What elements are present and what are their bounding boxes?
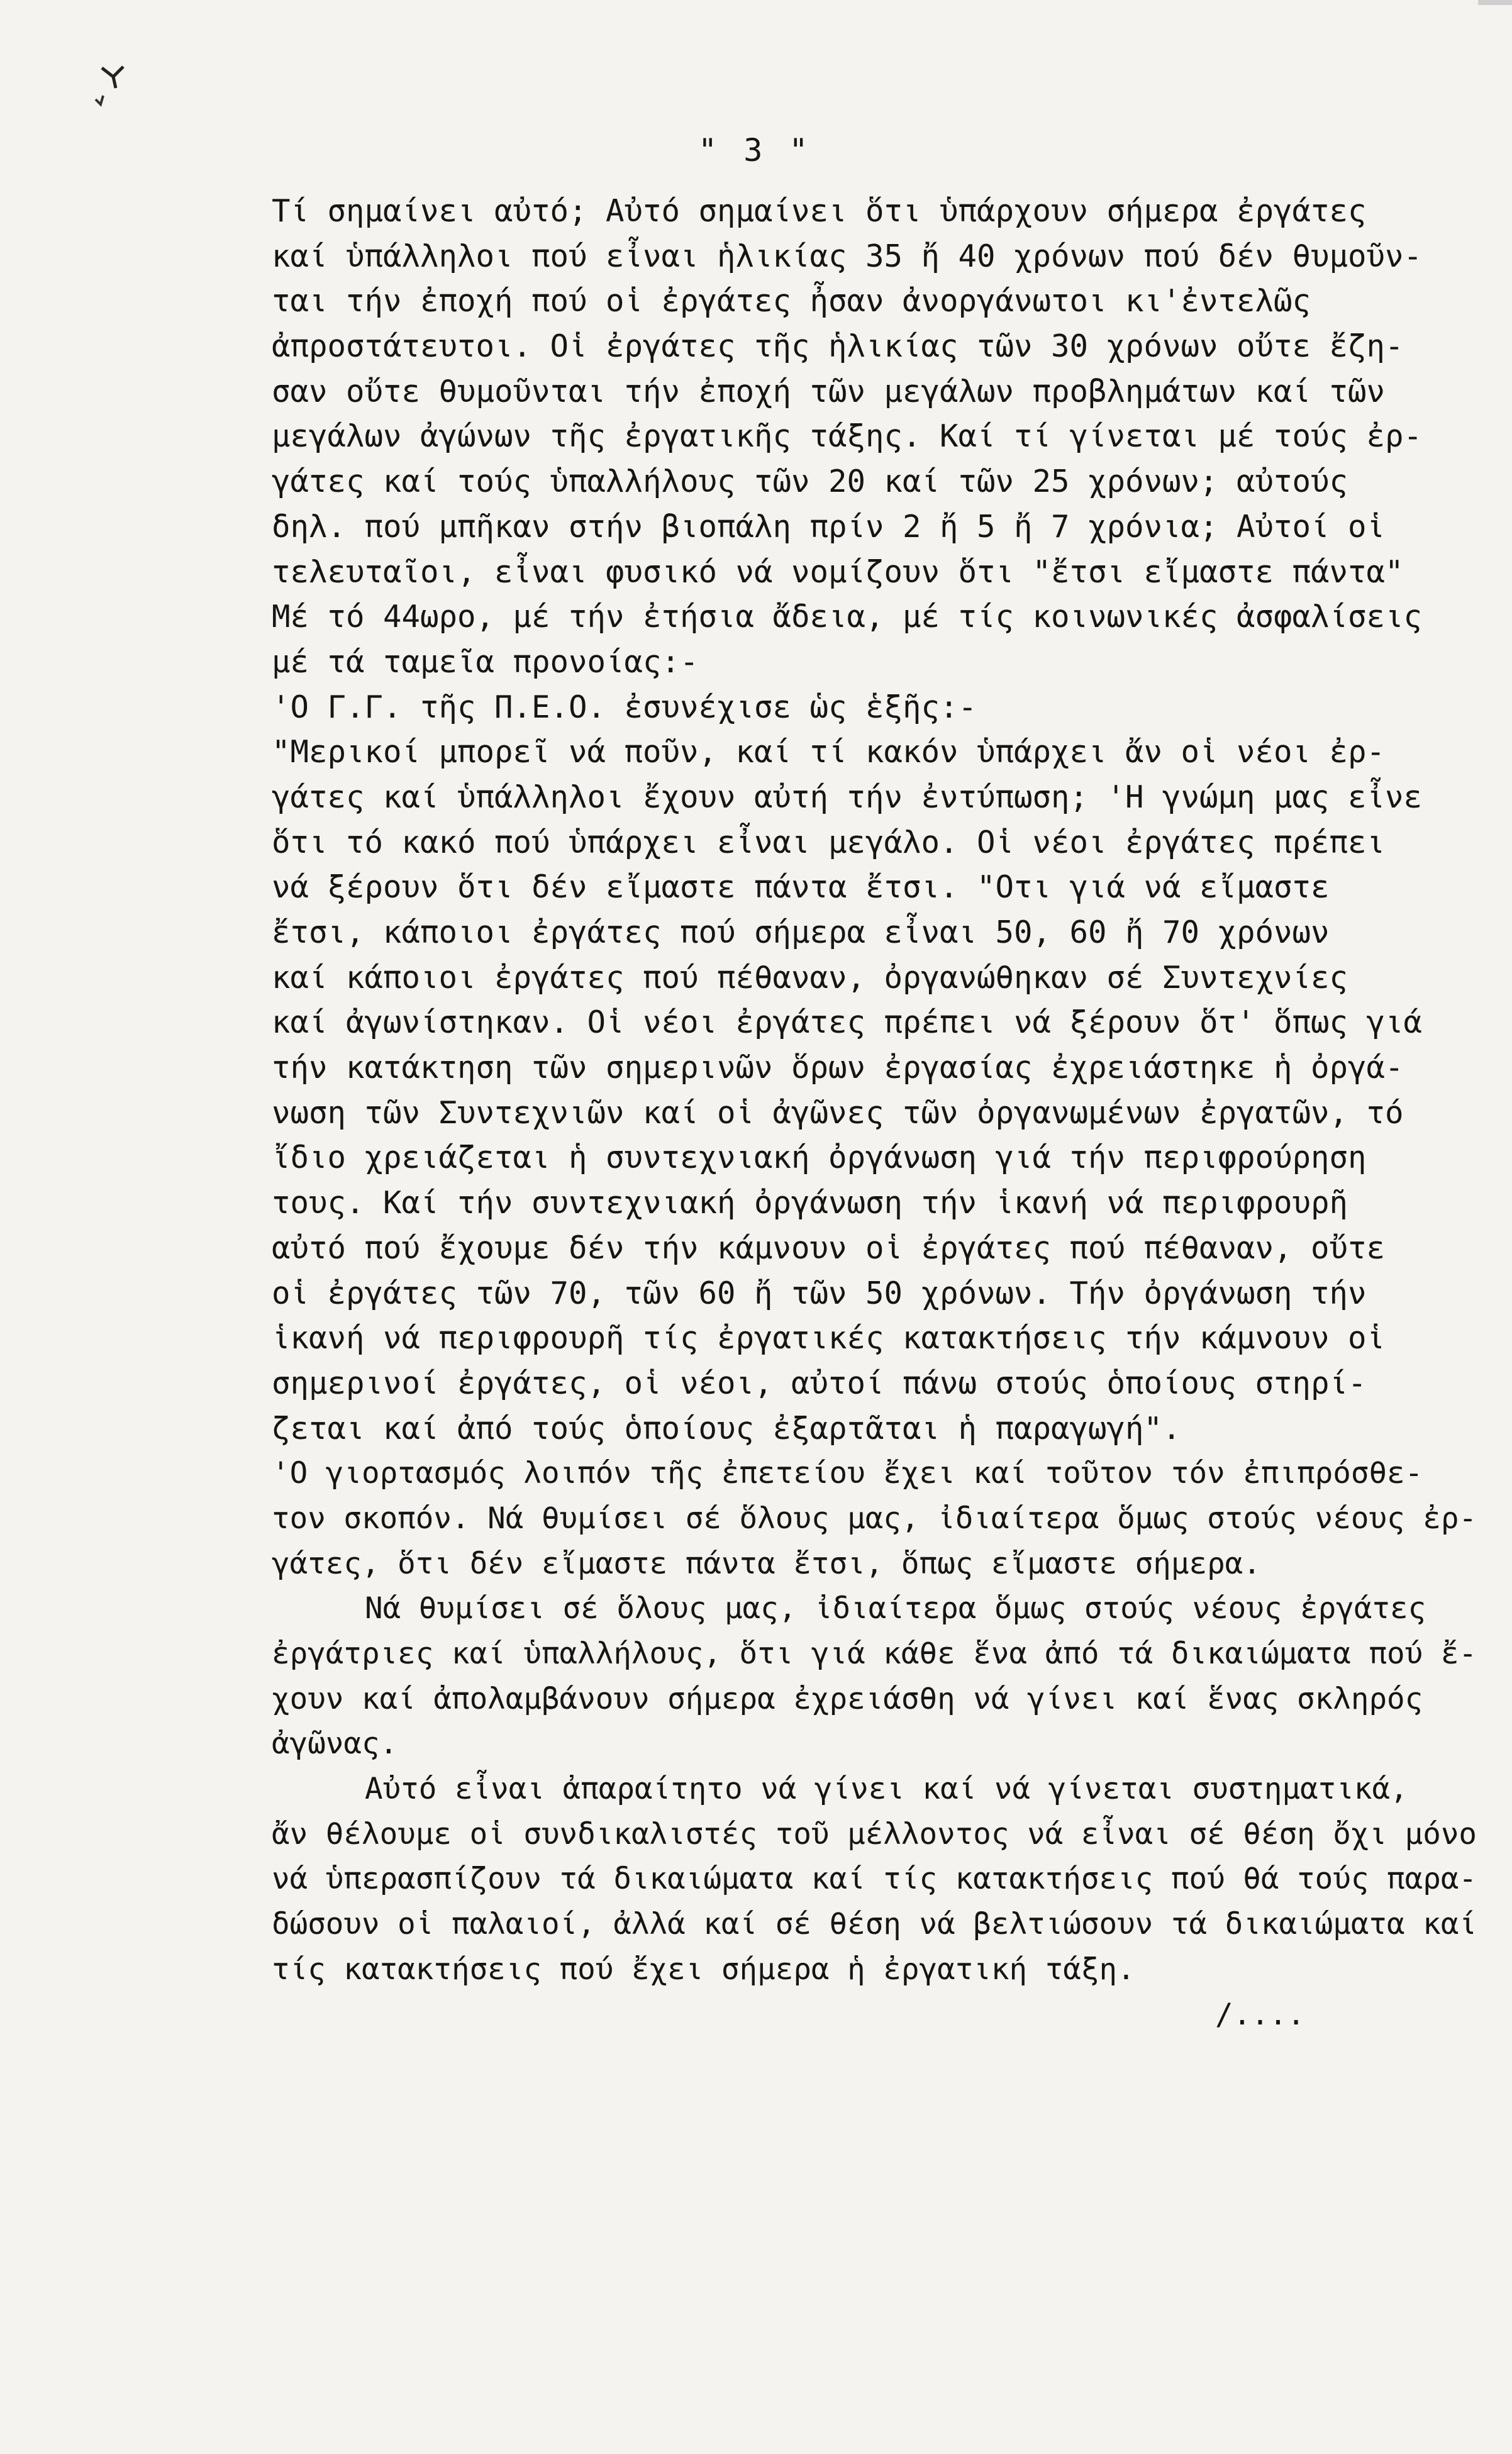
text-line: νωση τῶν Συντεχνιῶν καί οἱ ἀγῶνες τῶν ὀργανωμένων ἐργατῶν, τό xyxy=(272,1094,1404,1131)
text-line: ζεται καί ἀπό τούς ὁποίους ἐξαρτᾶται ἡ παραγωγή". xyxy=(272,1410,1181,1446)
text-line: γάτες καί τούς ὑπαλλήλους τῶν 20 καί τῶν 25 χρόνων; αὐτούς xyxy=(272,464,1348,500)
text-line: νά ὑπερασπίζουν τά δικαιώματα καί τίς κατακτήσεις πού θά τούς παρα- xyxy=(272,1862,1477,1897)
text-line: ἔτσι, κάποιοι ἐργάτες πού σήμερα εἶναι 50, 60 ἤ 70 χρόνων xyxy=(272,914,1330,950)
text-line: ἀγῶνας. xyxy=(272,1726,398,1762)
text-line: τήν κατάκτηση τῶν σημερινῶν ὅρων ἐργασίας ἐχρειάστηκε ἡ ὀργά- xyxy=(272,1050,1404,1086)
text-line: ἐργάτριες καί ὑπαλλήλους, ὅτι γιά κάθε ἕνα ἀπό τά δικαιώματα πού ἔ- xyxy=(272,1636,1477,1671)
text-line: καί ὑπάλληλοι πού εἶναι ἡλικίας 35 ἤ 40 χρόνων πού δέν θυμοῦν- xyxy=(272,238,1423,274)
text-line: καί κάποιοι ἐργάτες πού πέθαναν, ὀργανώθηκαν σέ Συντεχνίες xyxy=(272,959,1348,996)
scan-corner-mark-icon xyxy=(94,63,132,107)
text-line: μέ τά ταμεῖα προνοίας:- xyxy=(272,643,699,680)
text-line: ἀπροστάτευτοι. Οἱ ἐργάτες τῆς ἡλικίας τῶν 30 χρόνων οὔτε ἔζη- xyxy=(272,328,1404,365)
page-number: " 3 " xyxy=(698,132,812,169)
text-line: δώσουν οἱ παλαιοί, ἀλλά καί σέ θέση νά βελτιώσουν τά δικαιώματα καί xyxy=(272,1907,1477,1942)
text-line: οἱ ἐργάτες τῶν 70, τῶν 60 ἤ τῶν 50 χρόνων. Τήν ὀργάνωση τήν xyxy=(272,1275,1367,1311)
text-line: αὐτό πού ἔχουμε δέν τήν κάμνουν οἱ ἐργάτες πού πέθαναν, οὔτε xyxy=(272,1230,1386,1266)
scan-edge-mark xyxy=(1478,0,1512,5)
text-line: μεγάλων ἀγώνων τῆς ἐργατικῆς τάξης. Καί τί γίνεται μέ τούς ἐρ- xyxy=(272,418,1423,455)
text-line: ἱκανή νά περιφρουρῆ τίς ἐργατικές κατακτήσεις τήν κάμνουν οἱ xyxy=(272,1320,1386,1357)
text-line: καί ἀγωνίστηκαν. Οἱ νέοι ἐργάτες πρέπει νά ξέρουν ὅτ' ὅπως γιά xyxy=(272,1004,1423,1041)
text-line: γάτες καί ὑπάλληλοι ἔχουν αὐτή τήν ἐντύπωση; 'Η γνώμη μας εἶνε xyxy=(272,779,1423,815)
text-line: νά ξέρουν ὅτι δέν εἴμαστε πάντα ἔτσι. "Οτι γιά νά εἴμαστε xyxy=(272,869,1330,906)
text-line: τελευταῖοι, εἶναι φυσικό νά νομίζουν ὅτι "ἔτσι εἴμαστε πάντα" xyxy=(272,553,1404,590)
text-line: ἄν θέλουμε οἱ συνδικαλιστές τοῦ μέλλοντος νά εἶναι σέ θέση ὄχι μόνο xyxy=(272,1816,1477,1852)
text-line: σαν οὔτε θυμοῦνται τήν ἐποχή τῶν μεγάλων προβλημάτων καί τῶν xyxy=(272,373,1386,409)
text-line: "Μερικοί μπορεῖ νά ποῦν, καί τί κακόν ὑπάρχει ἄν οἱ νέοι ἐρ- xyxy=(272,734,1386,770)
text-line: /.... xyxy=(1215,1997,1305,2032)
text-line: ται τήν ἐποχή πού οἱ ἐργάτες ἦσαν ἀνοργάνωτοι κι'ἐντελῶς xyxy=(272,283,1311,319)
text-line: Τί σημαίνει αὐτό; Αὐτό σημαίνει ὅτι ὑπάρχουν σήμερα ἐργάτες xyxy=(272,193,1367,229)
text-line: ὅτι τό κακό πού ὑπάρχει εἶναι μεγάλο. Οἱ νέοι ἐργάτες πρέπει xyxy=(272,824,1386,860)
text-line: Νά θυμίσει σέ ὅλους μας, ἰδιαίτερα ὅμως στούς νέους ἐργάτες xyxy=(365,1591,1426,1626)
text-line: 'Ο Γ.Γ. τῆς Π.Ε.Ο. ἐσυνέχισε ὡς ἑξῆς:- xyxy=(272,689,977,725)
text-line: 'Ο γιορτασμός λοιπόν τῆς ἐπετείου ἔχει καί τοῦτον τόν ἐπιπρόσθε- xyxy=(272,1456,1423,1491)
text-line: ἴδιο χρειάζεται ἡ συντεχνιακή ὀργάνωση γιά τήν περιφρούρηση xyxy=(272,1140,1367,1176)
text-line: σημερινοί ἐργάτες, οἱ νέοι, αὐτοί πάνω στούς ὁποίους στηρί- xyxy=(272,1365,1367,1401)
text-line: τον σκοπόν. Νά θυμίσει σέ ὅλους μας, ἰδιαίτερα ὅμως στούς νέους ἐρ- xyxy=(272,1501,1477,1536)
text-line: τους. Καί τήν συντεχνιακή ὀργάνωση τήν ἱκανή νά περιφρουρῆ xyxy=(272,1185,1348,1221)
document-body xyxy=(272,189,1479,2037)
text-line: δηλ. πού μπῆκαν στήν βιοπάλη πρίν 2 ἤ 5 ἤ 7 χρόνια; Αὐτοί οἱ xyxy=(272,508,1386,545)
text-line: χουν καί ἀπολαμβάνουν σήμερα ἐχρειάσθη νά γίνει καί ἕνας σκληρός xyxy=(272,1681,1423,1716)
text-line: τίς κατακτήσεις πού ἔχει σήμερα ἡ ἐργατική τάξη. xyxy=(272,1952,1135,1987)
text-line: Μέ τό 44ωρο, μέ τήν ἐτήσια ἄδεια, μέ τίς κοινωνικές ἀσφαλίσεις xyxy=(272,599,1423,635)
text-line: Αὐτό εἶναι ἀπαραίτητο νά γίνει καί νά γίνεται συστηματικά, xyxy=(365,1772,1408,1807)
text-line: γάτες, ὅτι δέν εἴμαστε πάντα ἔτσι, ὅπως εἴμαστε σήμερα. xyxy=(272,1546,1261,1581)
